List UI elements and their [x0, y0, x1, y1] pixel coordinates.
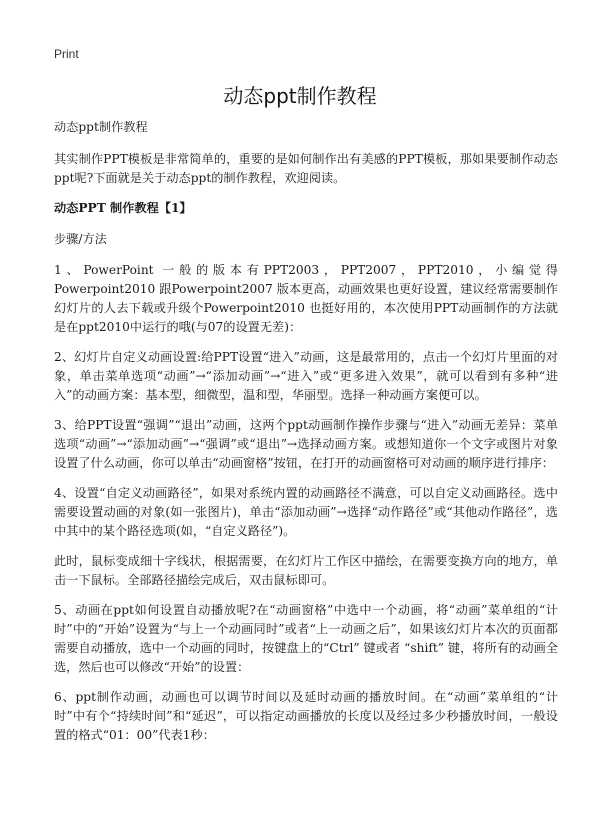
step-paragraph-4-note: 此时，鼠标变成细十字线状，根据需要，在幻灯片工作区中描绘，在需要变换方向的地方，单击一下鼠标。全部路径描绘完成后，双击鼠标即可。	[54, 554, 558, 587]
document-body	[54, 118, 558, 756]
print-label: Print	[54, 47, 79, 61]
document-title: 动态ppt制作教程	[223, 84, 377, 108]
section-heading: 动态PPT 制作教程【1】	[54, 201, 192, 215]
steps-label: 步骤/方法	[54, 232, 107, 246]
document-subtitle: 动态ppt制作教程	[54, 120, 148, 134]
step-paragraph-3: 3、给PPT设置“强调”“退出”动画，这两个ppt动画制作操作步骤与“进入”动画无差异：菜单选项“动画”→“添加动画”→“强调”或“退出”→选择动画方案。或想知道你一个文字或图片对象设置了什么动画，你可以单击“动画窗格”按钮，在打开的动画窗格可对动画的顺序进行排序：	[54, 418, 558, 470]
step-paragraph-5: 5、动画在ppt如何设置自动播放呢?在“动画窗格”中选中一个动画，将“动画”菜单组的“计时”中的“开始”设置为“与上一个动画同时”或者“上一动画之后”，如果该幻灯片本次的页面都需要自动播放，选中一个动画的同时，按键盘上的“Ctrl” 键或者 “shift” 键，将所有的动画全选，然后也可以修改“开始”的设置：	[54, 603, 558, 674]
intro-paragraph: 其实制作PPT模板是非常简单的，重要的是如何制作出有美感的PPT模板，那如果要制作动态ppt呢?下面就是关于动态ppt的制作教程，欢迎阅读。	[54, 152, 558, 185]
step-paragraph-2: 2、幻灯片自定义动画设置:给PPT设置“进入”动画，这是最常用的，点击一个幻灯片里面的对象，单击菜单选项“动画”→“添加动画”→“进入”或“更多进入效果”，就可以看到有多种“进入”的动画方案：基本型，细微型，温和型，华丽型。选择一种动画方案便可以。	[54, 350, 558, 402]
step-paragraph-6: 6、ppt制作动画，动画也可以调节时间以及延时动画的播放时间。在“动画”菜单组的“计时”中有个“持续时间”和“延迟”，可以指定动画播放的长度以及经过多少秒播放时间，一般设置的格式“01：00”代表1秒：	[54, 690, 558, 742]
step-paragraph-1: 1、PowerPoint 一般的版本有PPT2003，PPT2007，PPT2010，小编觉得Powerpoint2010 跟Powerpoint2007 版本更高，动画效果也更好设置，建议经常需要制作幻灯片的人去下载或升级个Powerpoint2010 也挺好用的，本次使用PPT动画制作的方法就是在ppt2010中运行的哦(与07的设置无差)：	[54, 263, 558, 334]
step-paragraph-4: 4、设置“自定义动画路径”，如果对系统内置的动画路径不满意，可以自定义动画路径。选中需要设置动画的对象(如一张图片)，单击“添加动画”→选择“动作路径”或“其他动作路径”，选中其中的某个路径选项(如，“自定义路径”)。	[54, 486, 558, 538]
